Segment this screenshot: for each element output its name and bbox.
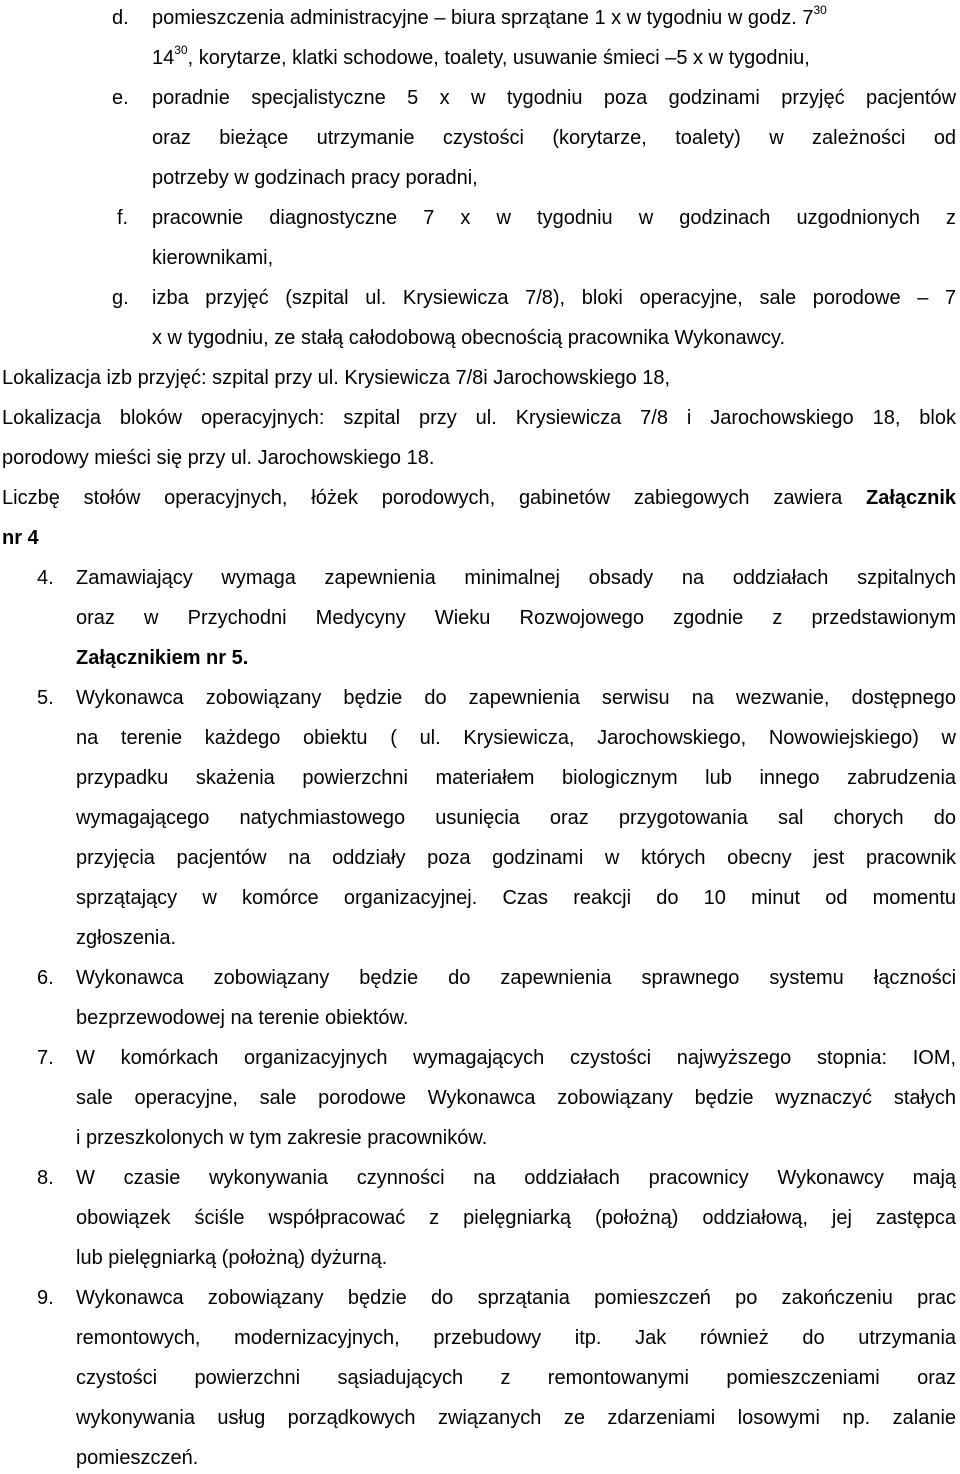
text-line: przyjęcia pacjentów na oddziały poza godzinami w których obecny jest pracownik [76,847,957,869]
text-line: sprzątający w komórce organizacyjnej. Czas reakcji do 10 minut od momentu [76,887,957,909]
superscript: 30 [813,3,827,18]
text-run: pomieszczenia administracyjne – biura sprzątane 1 x w tygodniu w godz. 7 [152,7,814,29]
text-line: czystości powierzchni sąsiadujących z remontowanymi pomieszczeniami oraz [76,1367,956,1389]
text-line: potrzeby w godzinach pracy poradni, [152,167,478,189]
list-marker: 5. [37,687,54,709]
text-line: obowiązek ściśle współpracować z pielęgniarką (położną) oddziałową, jej zastępca [76,1207,956,1229]
text-run: Liczbę stołów operacyjnych, łóżek porodowych, gabinetów zabiegowych zawiera [2,487,843,509]
bold-run: Załącznikiem nr 5. [76,647,249,669]
text-line: W komórkach organizacyjnych wymagających czystości najwyższego stopnia: IOM, [76,1047,957,1069]
bold-run: Załącznik [866,487,957,509]
text-line [76,646,248,670]
text-line: Lokalizacja bloków operacyjnych: szpital przy ul. Krysiewicza 7/8 i Jarochowskiego 18, blok [2,407,956,429]
text-line: poradnie specjalistyczne 5 x w tygodniu poza godzinami przyjęć pacjentów [152,87,957,109]
text-line: Wykonawca zobowiązany będzie do sprzątania pomieszczeń po zakończeniu prac [76,1287,957,1309]
list-marker: f. [117,207,129,229]
text-line [152,3,827,30]
text-line: oraz bieżące utrzymanie czystości (korytarze, toalety) w zależności od [152,127,957,149]
text-line: lub pielęgniarką (położną) dyżurną. [76,1247,388,1269]
text-line: bezprzewodowej na terenie obiektów. [76,1007,409,1029]
text-line: izba przyjęć (szpital ul. Krysiewicza 7/8), bloki operacyjne, sale porodowe – 7 [152,287,957,309]
text-line [152,43,810,70]
list-marker: 7. [37,1047,54,1069]
text-line: na terenie każdego obiektu ( ul. Krysiewicza, Jarochowskiego, Nowowiejskiego) w [76,727,956,749]
text-line: zgłoszenia. [76,927,177,949]
text-line: Wykonawca zobowiązany będzie do zapewnienia serwisu na wezwanie, dostępnego [76,687,957,709]
text-run: , korytarze, klatki schodowe, toalety, usuwanie śmieci –5 x w tygodniu, [187,47,810,69]
text-run: 14 [152,47,175,69]
text-line: przypadku skażenia powierzchni materiałem biologicznym lub innego zabrudzenia [76,767,957,789]
list-marker: 8. [37,1167,54,1189]
bold-run: nr 4 [2,527,39,549]
text-line: x w tygodniu, ze stałą całodobową obecnością pracownika Wykonawcy. [152,327,786,349]
text-line [2,486,956,510]
superscript: 30 [174,43,188,58]
text-line: Lokalizacja izb przyjęć: szpital przy ul. Krysiewicza 7/8i Jarochowskiego 18, [2,367,671,389]
text-line: porodowy mieści się przy ul. Jarochowskiego 18. [2,447,435,469]
list-marker: 6. [37,967,54,989]
text-line: pomieszczeń. [76,1447,199,1469]
text-line: sale operacyjne, sale porodowe Wykonawca zobowiązany będzie wyznaczyć stałych [76,1087,957,1109]
text-line: remontowych, modernizacyjnych, przebudowy itp. Jak również do utrzymania [76,1327,957,1349]
text-line: i przeszkolonych w tym zakresie pracowników. [76,1127,488,1149]
text-line: wymagającego natychmiastowego usunięcia oraz przygotowania sal chorych do [76,807,956,829]
text-line: pracownie diagnostyczne 7 x w tygodniu w godzinach uzgodnionych z [152,207,957,229]
text-line: wykonywania usług porządkowych związanych ze zdarzeniami losowymi np. zalanie [76,1407,957,1429]
text-line: oraz w Przychodni Medycyny Wieku Rozwojowego zgodnie z przedstawionym [76,607,956,629]
list-marker: e. [112,87,129,109]
text-line: Wykonawca zobowiązany będzie do zapewnienia sprawnego systemu łączności [76,967,957,989]
text-line: W czasie wykonywania czynności na oddziałach pracownicy Wykonawcy mają [76,1167,957,1189]
text-line: Zamawiający wymaga zapewnienia minimalnej obsady na oddziałach szpitalnych [76,567,956,589]
text-line: kierownikami, [152,247,274,269]
list-marker: g. [112,287,129,309]
list-marker: 9. [37,1287,54,1309]
list-marker: 4. [37,567,54,589]
text-line [2,526,39,550]
list-marker: d. [112,7,129,29]
